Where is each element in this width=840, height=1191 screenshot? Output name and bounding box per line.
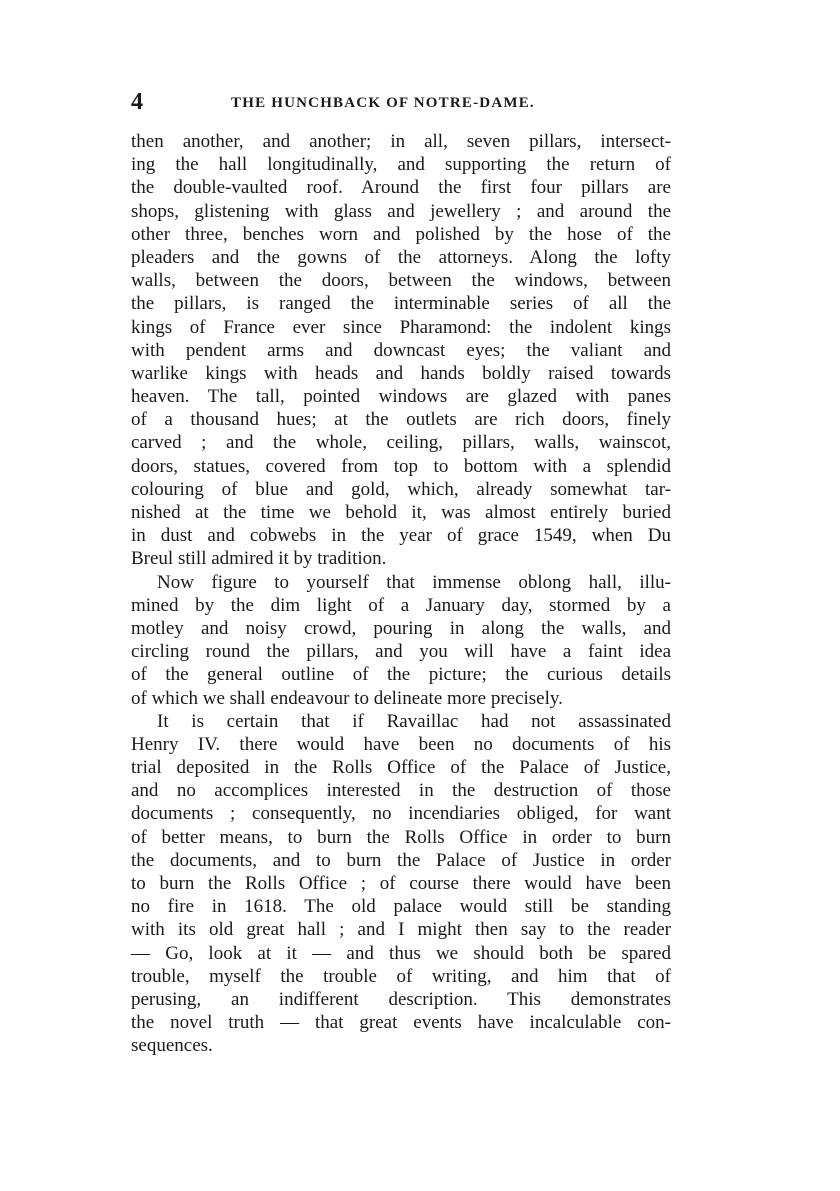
text-line: to burn the Rolls Office ; of course there would have been: [131, 873, 671, 894]
text-line: the novel truth — that great events have incalculable con-: [131, 1012, 671, 1034]
body-text: [131, 130, 671, 1058]
text-line: with its old great hall ; and I might then say to the reader: [131, 919, 671, 941]
text-line: carved ; and the whole, ceiling, pillars, walls, wainscot,: [131, 432, 671, 454]
text-line: circling round the pillars, and you will have a faint idea: [131, 641, 671, 663]
text-line: shops, glistening with glass and jewellery ; and around the: [131, 200, 671, 222]
text-line: pleaders and the gowns of the attorneys. Along the lofty: [131, 246, 671, 268]
text-line: trial deposited in the Rolls Office of the Palace of Justice,: [131, 757, 671, 779]
text-line: sequences.: [131, 1035, 213, 1057]
text-line: doors, statues, covered from top to bottom with a splendid: [131, 455, 671, 477]
text-line: other three, benches worn and polished by the hose of the: [131, 223, 671, 245]
text-line: with pendent arms and downcast eyes; the valiant and: [131, 339, 671, 361]
text-line: documents ; consequently, no incendiaries obliged, for want: [131, 803, 671, 825]
text-line: warlike kings with heads and hands boldly raised towards: [131, 362, 671, 384]
text-line: of better means, to burn the Rolls Office in order to burn: [131, 826, 671, 848]
text-line: of the general outline of the picture; the curious details: [131, 664, 671, 686]
text-line: ing the hall longitudinally, and supporting the return of: [131, 154, 671, 176]
page-number: 4: [131, 89, 143, 115]
text-line: no fire in 1618. The old palace would still be standing: [131, 896, 671, 918]
text-line: the double-vaulted roof. Around the first four pillars are: [131, 177, 671, 199]
text-line: the pillars, is ranged the interminable series of all the: [131, 293, 671, 315]
text-line: colouring of blue and gold, which, already somewhat tar-: [131, 478, 671, 500]
text-line: mined by the dim light of a January day, stormed by a: [131, 594, 671, 616]
text-line: perusing, an indifferent description. This demonstrates: [131, 988, 671, 1010]
text-line: the documents, and to burn the Palace of Justice in order: [131, 849, 671, 871]
running-title: THE HUNCHBACK OF NOTRE-DAME.: [231, 95, 535, 111]
text-line: Henry IV. there would have been no documents of his: [131, 733, 671, 755]
text-line: It is certain that if Ravaillac had not assassinated: [157, 710, 671, 732]
text-line: in dust and cobwebs in the year of grace 1549, when Du: [131, 525, 671, 547]
running-head: [131, 90, 671, 114]
text-line: of which we shall endeavour to delineate more precisely.: [131, 687, 563, 709]
text-line: walls, between the doors, between the windows, between: [131, 270, 671, 292]
text-line: trouble, myself the trouble of writing, and him that of: [131, 965, 671, 987]
text-line: — Go, look at it — and thus we should both be spared: [131, 942, 671, 964]
text-line: heaven. The tall, pointed windows are glazed with panes: [131, 386, 671, 408]
text-line: Now figure to yourself that immense oblong hall, illu-: [157, 571, 671, 593]
text-line: then another, and another; in all, seven pillars, intersect-: [131, 131, 671, 152]
text-line: motley and noisy crowd, pouring in along the walls, and: [131, 617, 671, 639]
text-line: of a thousand hues; at the outlets are rich doors, finely: [131, 409, 671, 431]
text-line: kings of France ever since Pharamond: the indolent kings: [131, 316, 671, 338]
text-line: nished at the time we behold it, was almost entirely buried: [131, 502, 671, 523]
text-line: and no accomplices interested in the destruction of those: [131, 780, 671, 802]
text-line: Breul still admired it by tradition.: [131, 548, 387, 570]
